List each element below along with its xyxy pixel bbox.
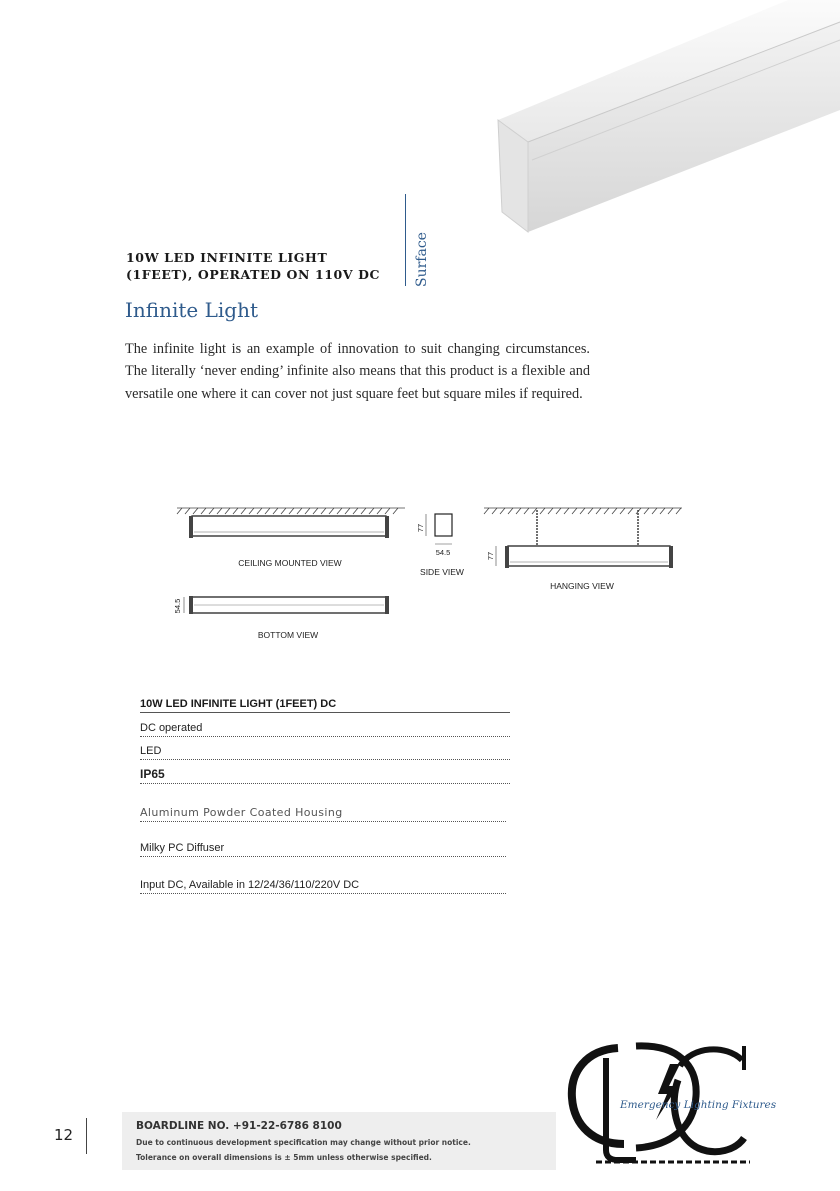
spec-item: Milky PC Diffuser: [140, 842, 506, 857]
ceiling-hatch-left: [177, 508, 405, 514]
hanging-view-label: HANGING VIEW: [550, 581, 614, 591]
ceiling-view-label: CEILING MOUNTED VIEW: [238, 558, 342, 568]
spec-item: LED: [140, 745, 510, 760]
side-view-label: SIDE VIEW: [420, 567, 464, 577]
footer-divider: [86, 1118, 87, 1154]
category-label: Surface: [414, 232, 430, 287]
bottom-width-dim: 54.5: [173, 598, 182, 614]
spec-item: Input DC, Available in 12/24/36/110/220V DC: [140, 879, 506, 894]
spec-item: Aluminum Powder Coated Housing: [140, 806, 506, 822]
product-photo: [488, 0, 840, 240]
brand-logo: [566, 1040, 777, 1170]
boardline-phone: BOARDLINE NO. +91-22-6786 8100: [136, 1120, 342, 1132]
logo-tagline: Emergency Lighting Fixtures: [620, 1099, 777, 1111]
hanging-height-dim: 77: [486, 551, 495, 561]
ceiling-mounted-fixture: [189, 516, 389, 538]
page-number: 12: [54, 1126, 74, 1144]
bottom-view-label: BOTTOM VIEW: [257, 630, 319, 640]
product-heading: [126, 249, 406, 283]
footer-note-spec: Due to continuous development specification may change without prior notice.: [136, 1138, 471, 1147]
ceiling-hatch-right: [484, 508, 682, 514]
hanging-fixture: [496, 510, 673, 568]
product-description: The infinite light is an example of innovation to suit changing circumstances. The literally ‘never ending’ infinite also means that this product is a flexible and versatile one where it can cover not just square feet but square miles if required.: [125, 341, 590, 402]
side-view-profile: [426, 514, 452, 544]
spec-item: DC operated: [140, 722, 510, 737]
side-width-dim: 54.5: [435, 548, 451, 557]
category-divider: [405, 194, 406, 286]
footer-info-box: [122, 1112, 556, 1170]
technical-drawing: [170, 498, 690, 648]
bottom-view-fixture: [184, 596, 389, 614]
spec-title: 10W LED INFINITE LIGHT (1FEET) DC: [140, 698, 510, 713]
footer-note-tolerance: Tolerance on overall dimensions is ± 5mm unless otherwise specified.: [136, 1153, 432, 1162]
spec-item: IP65: [140, 767, 510, 784]
section-title: Infinite Light: [125, 298, 259, 322]
product-title-line1: 10W LED INFINITE LIGHT: [126, 250, 328, 265]
product-title-line2: (1FEET), OPERATED ON 110V DC: [126, 267, 381, 282]
side-height-dim: 77: [416, 523, 425, 533]
